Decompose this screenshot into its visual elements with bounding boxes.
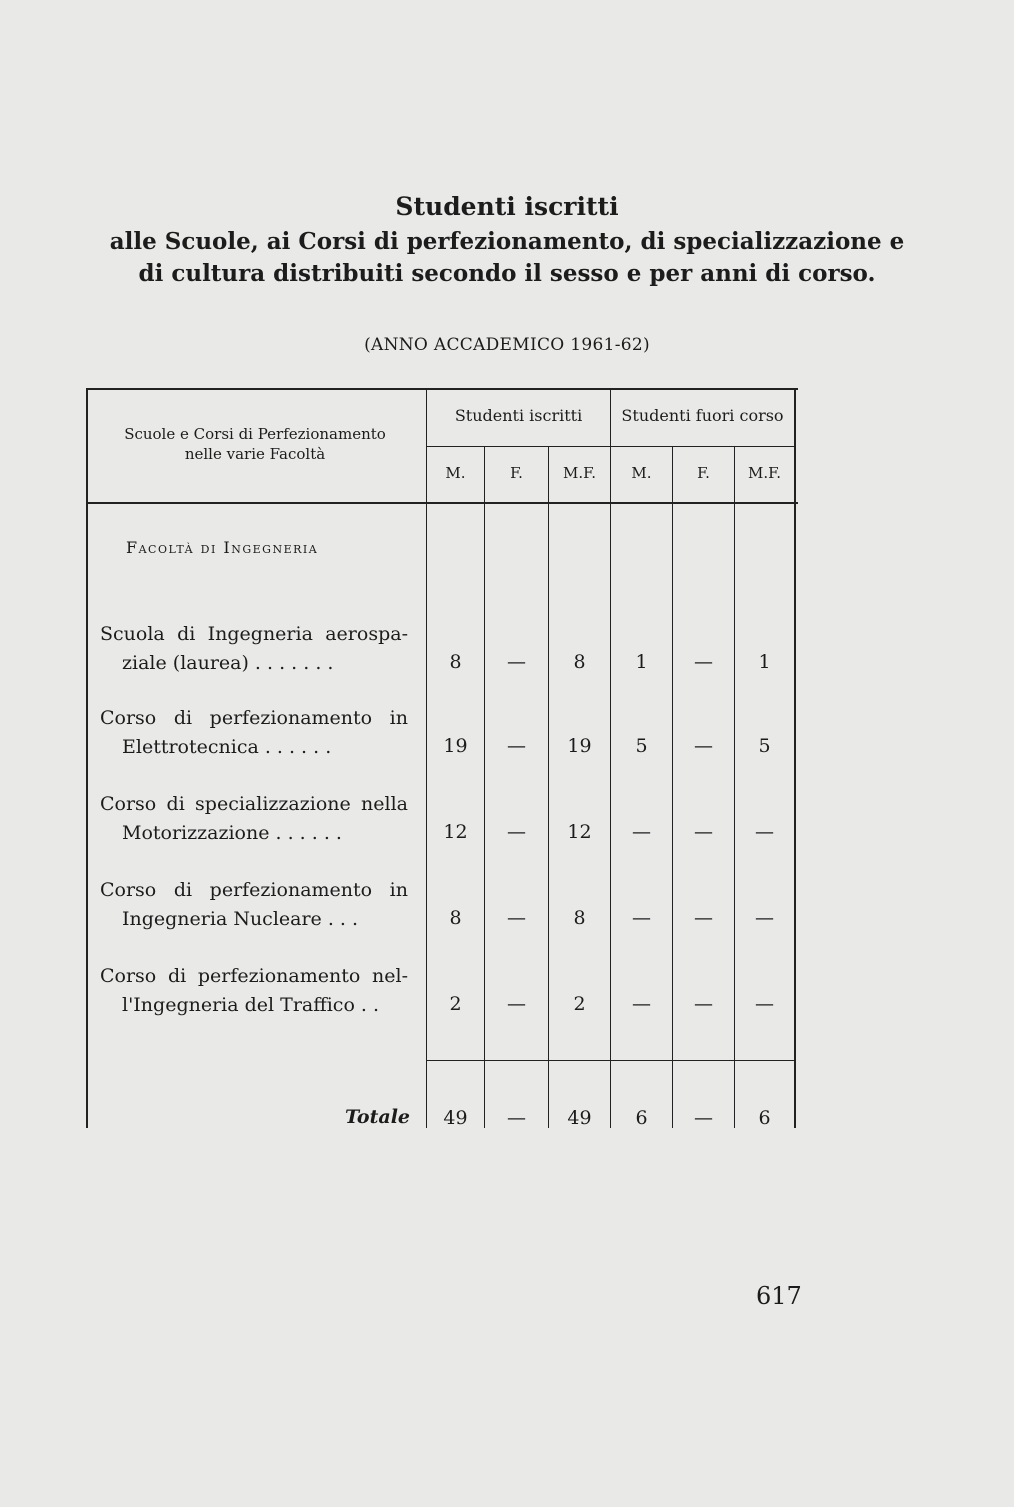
header-iscritti-m: M. [445, 464, 466, 482]
header-studenti-fuori-corso: Studenti fuori corso [621, 406, 784, 425]
document-subtitle [60, 226, 954, 290]
header-first-column-line-2: nelle varie Facoltà [184, 445, 326, 463]
table-top-rule [86, 388, 798, 390]
cell-iscritti-mf: 19 [567, 735, 592, 757]
header-first-column-line-1: Scuole e Corsi di Perfezionamento [124, 425, 386, 443]
cell-iscritti-m: 19 [443, 735, 468, 757]
header-fuori-m: M. [631, 464, 652, 482]
document-title: Studenti iscritti [395, 192, 619, 221]
subtitle-line-2: di cultura distribuiti secondo il sesso e per anni di corso. [138, 260, 876, 287]
header-first-column [90, 424, 420, 464]
row-label: Corso di perfezionamento nel- l'Ingegneria del Traffico . . [100, 965, 408, 1016]
cell-fuori-mf: — [755, 993, 774, 1015]
academic-year: (ANNO ACCADEMICO 1961-62) [364, 335, 650, 355]
cell-iscritti-m: 8 [449, 651, 462, 673]
col-rule-4 [610, 388, 611, 1128]
row-label: Corso di specializzazione nella Motorizzazione . . . . . . [100, 793, 408, 844]
cell-fuori-m: 5 [635, 735, 648, 757]
table-left-rule [86, 388, 88, 1128]
total-fuori-mf: 6 [758, 1107, 771, 1129]
cell-iscritti-m: 8 [449, 907, 462, 929]
col-rule-3 [548, 446, 549, 1128]
cell-iscritti-mf: 8 [573, 651, 586, 673]
cell-iscritti-mf: 8 [573, 907, 586, 929]
cell-fuori-mf: — [755, 907, 774, 929]
row-label: Corso di perfezionamento in Ingegneria Nucleare . . . [100, 879, 408, 930]
cell-fuori-mf: 1 [758, 651, 771, 673]
cell-fuori-m: — [632, 907, 651, 929]
cell-iscritti-f: — [507, 651, 526, 673]
col-rule-5 [672, 446, 673, 1128]
header-iscritti-f: F. [510, 464, 523, 482]
cell-iscritti-f: — [507, 735, 526, 757]
total-fuori-f: — [694, 1107, 713, 1129]
cell-fuori-mf: 5 [758, 735, 771, 757]
header-bottom-rule [86, 502, 798, 504]
table-right-rule [794, 388, 796, 1128]
cell-iscritti-m: 2 [449, 993, 462, 1015]
cell-fuori-f: — [694, 735, 713, 757]
cell-fuori-m: — [632, 993, 651, 1015]
row-label: Scuola di Ingegneria aerospa- ziale (laurea) . . . . . . . [100, 623, 408, 674]
subtitle-line-1: alle Scuole, ai Corsi di perfezionamento, di specializzazione e [109, 228, 905, 255]
cell-fuori-f: — [694, 821, 713, 843]
col-rule-2 [484, 446, 485, 1128]
cell-fuori-m: 1 [635, 651, 648, 673]
cell-fuori-f: — [694, 907, 713, 929]
col-rule-6 [734, 446, 735, 1128]
row-label: Corso di perfezionamento in Elettrotecnica . . . . . . [100, 707, 408, 758]
total-iscritti-f: — [507, 1107, 526, 1129]
total-fuori-m: 6 [635, 1107, 648, 1129]
header-studenti-iscritti: Studenti iscritti [454, 406, 583, 425]
header-fuori-mf: M.F. [748, 464, 781, 482]
cell-iscritti-f: — [507, 907, 526, 929]
header-fuori-f: F. [697, 464, 710, 482]
cell-fuori-f: — [694, 651, 713, 673]
cell-iscritti-mf: 12 [567, 821, 592, 843]
total-label: Totale [344, 1106, 410, 1128]
cell-fuori-mf: — [755, 821, 774, 843]
cell-fuori-f: — [694, 993, 713, 1015]
page-number: 617 [756, 1282, 802, 1310]
cell-fuori-m: — [632, 821, 651, 843]
cell-iscritti-f: — [507, 993, 526, 1015]
faculty-heading: Facoltà di Ingegneria [126, 538, 319, 557]
enrollment-table [86, 388, 798, 1128]
total-iscritti-m: 49 [443, 1107, 468, 1129]
total-iscritti-mf: 49 [567, 1107, 592, 1129]
header-iscritti-mf: M.F. [563, 464, 596, 482]
cell-iscritti-f: — [507, 821, 526, 843]
cell-iscritti-mf: 2 [573, 993, 586, 1015]
col-rule-1 [426, 388, 427, 1128]
cell-iscritti-m: 12 [443, 821, 468, 843]
